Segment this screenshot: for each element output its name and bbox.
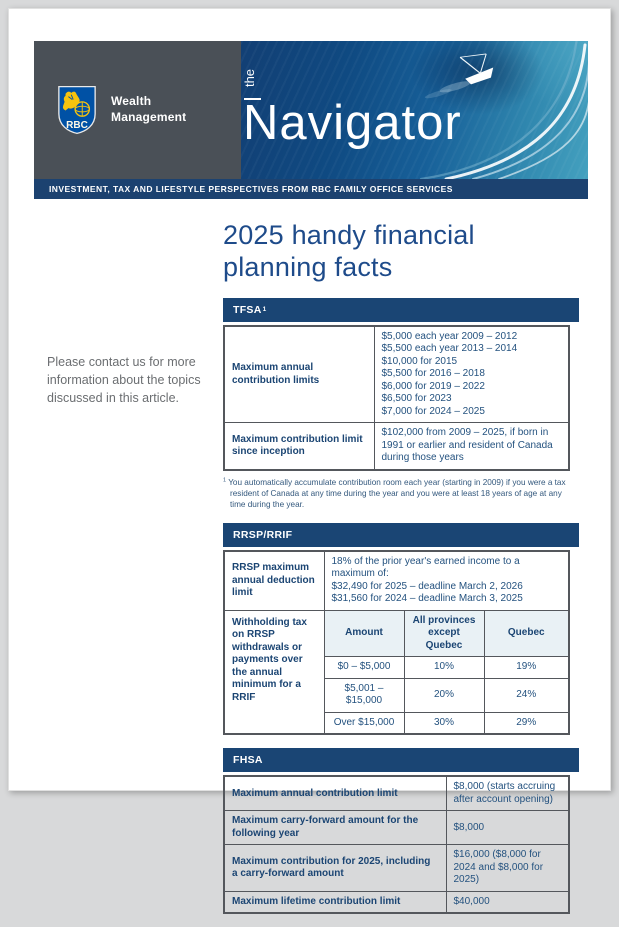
banner-text: INVESTMENT, TAX AND LIFESTYLE PERSPECTIVES FROM RBC FAMILY OFFICE SERVICES [49,184,453,194]
rrsp-amount-cell: $0 – $5,000 [324,657,404,679]
rrsp-amount-cell: $5,001 – $15,000 [324,678,404,712]
rrsp-rate-cell: 24% [484,678,569,712]
rrsp-col-header-amount: Amount [324,610,404,657]
tfsa-limit-line: $10,000 for 2015 [381,355,458,367]
table-row [224,891,569,913]
tfsa-row1-value [374,326,569,423]
footnote-text: You automatically accumulate contribution room each year (starting in 2009) if you were a tax resident of Canada at any time during the year and you were at least 18 years of age at any time during the year. [228,477,566,509]
fhsa-row-value: $16,000 ($8,000 for 2024 and $8,000 for 2025) [446,845,569,892]
contact-note: Please contact us for more information about the topics discussed in this article. [47,355,201,406]
tfsa-limit-line: $5,500 for 2016 – 2018 [381,368,485,380]
rrsp-deduction-label: RRSP maximum annual deduction limit [224,551,324,611]
fhsa-table [223,775,570,914]
rrsp-rate-cell: 30% [404,712,484,734]
tfsa-row2-label: Maximum contribution limit since inception [224,423,374,470]
rrsp-deduction-value [324,551,569,611]
tfsa-section-header [223,298,579,322]
fhsa-section-header [223,748,579,772]
brand-block [34,41,241,179]
masthead-hero [241,41,588,179]
tfsa-section [223,298,579,510]
brand-division-line2: Management [111,110,187,124]
tfsa-header-label: TFSA [233,303,262,316]
table-row [224,610,569,657]
tfsa-limit-line: $6,500 for 2023 [381,393,452,405]
tfsa-table [223,325,570,471]
masthead-the-label: the [242,68,257,88]
fhsa-row-value: $8,000 (starts accruing after account opening) [446,776,569,811]
table-row [224,423,569,470]
rrsp-withholding-label: Withholding tax on RRSP withdrawals or payments over the annual minimum for a RRIF [224,610,324,734]
tfsa-footnote [223,477,577,510]
fhsa-header-label: FHSA [233,754,263,767]
fhsa-row-label: Maximum carry-forward amount for the following year [224,811,446,845]
fhsa-row-label: Maximum lifetime contribution limit [224,891,446,913]
rrsp-deduction-line: $31,560 for 2024 – deadline March 3, 2025 [331,593,523,605]
rrsp-deduction-line: 18% of the prior year's earned income to a maximum of: [331,555,520,580]
rbc-shield-logo [56,85,98,135]
banner [34,179,588,199]
table-row [224,776,569,811]
newsletter-page [8,8,611,907]
tfsa-row2-value: $102,000 from 2009 – 2025, if born in 1991 or earlier and resident of Canada during those years [374,423,569,470]
rbc-logo-text: RBC [66,120,88,132]
rrsp-rate-cell: 29% [484,712,569,734]
fhsa-row-value: $40,000 [446,891,569,913]
masthead-title: Navigator [243,96,462,150]
table-row [224,811,569,845]
masthead [34,41,588,179]
table-row [224,551,569,611]
tfsa-limit-line: $6,000 for 2019 – 2022 [381,380,485,392]
tfsa-header-footnote-marker: 1 [262,306,267,314]
rrsp-section-header [223,523,579,547]
article-title-line2: planning facts [223,252,393,283]
article-title-line1: 2025 handy financial [223,220,475,250]
brand-division [111,94,186,125]
rrsp-rate-cell: 19% [484,657,569,679]
tfsa-limit-line: $5,000 each year 2009 – 2012 [381,330,518,342]
rrsp-header-label: RRSP/RRIF [233,528,293,541]
brand-division-line1: Wealth [111,94,152,109]
rrsp-col-header-quebec: Quebec [484,610,569,657]
rrsp-deduction-line: $32,490 for 2025 – deadline March 2, 2026 [331,580,523,592]
fhsa-row-label: Maximum contribution for 2025, including a carry-forward amount [224,845,446,892]
rrsp-rate-cell: 20% [404,678,484,712]
fhsa-row-value: $8,000 [446,811,569,845]
rrsp-amount-cell: Over $15,000 [324,712,404,734]
table-row [224,326,569,423]
rrsp-col-header-except-quebec: All provinces except Quebec [404,610,484,657]
tfsa-row1-label: Maximum annual contribution limits [224,326,374,423]
rrsp-table [223,550,570,736]
footnote-marker: 1 [223,477,227,484]
rrsp-rate-cell: 10% [404,657,484,679]
tfsa-limit-line: $7,000 for 2024 – 2025 [381,405,485,417]
fhsa-section [223,748,579,914]
table-row [224,845,569,892]
tfsa-limit-line: $5,500 each year 2013 – 2014 [381,343,518,355]
fhsa-row-label: Maximum annual contribution limit [224,776,446,811]
rrsp-rrif-section [223,523,579,736]
article-column [223,219,579,927]
article-title [223,219,579,284]
